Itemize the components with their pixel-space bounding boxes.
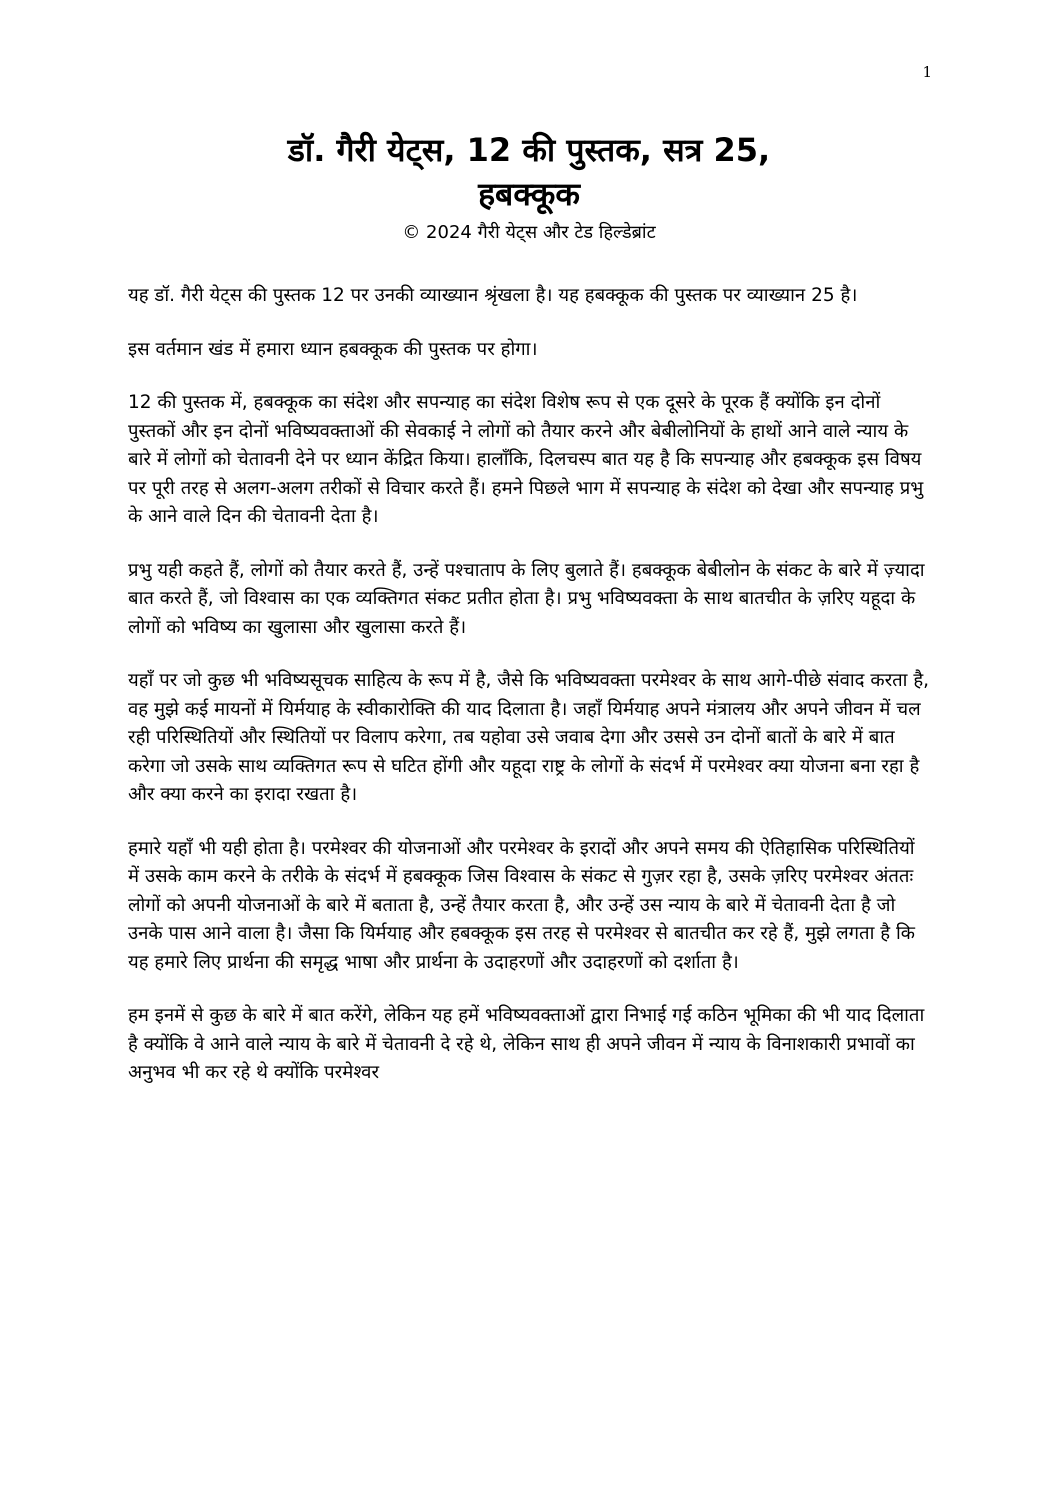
paragraph-1: यह डॉ. गैरी येट्स की पुस्तक 12 पर उनकी व्याख्यान श्रृंखला है। यह हबक्कूक की पुस्तक पर व्याख्यान 25 है। [128, 285, 858, 306]
paragraph-7: हम इनमें से कुछ के बारे में बात करेंगे, लेकिन यह हमें भविष्यवक्ताओं द्वारा निभाई गई कठिन भूमिका की भी याद दिलाता है क्योंकि वे आने वाले न्याय के बारे में चेतावनी दे रहे थे, लेकिन साथ ही अपने जीवन में न्याय के विनाशकारी प्रभावों का अनुभव भी कर रहे थे क्योंकि परमेश्वर [128, 1005, 925, 1083]
copyright-line: © 2024 गैरी येट्स और टेड हिल्डेब्रांट [402, 222, 656, 243]
paragraph-5: यहाँ पर जो कुछ भी भविष्यसूचक साहित्य के रूप में है, जैसे कि भविष्यवक्ता परमेश्वर के साथ आगे-पीछे संवाद करता है, वह मुझे कई मायनों में यिर्मयाह के स्वीकारोक्ति की याद दिलाता है। जहाँ यिर्मयाह अपने मंत्रालय और अपने जीवन में चल रही परिस्थितियों और स्थितियों पर विलाप करेगा, तब यहोवा उसे जवाब देगा और उससे उन दोनों बातों के बारे में बात करेगा जो उसके साथ व्यक्तिगत रूप से घटित होंगी और यहूदा राष्ट्र के लोगों के संदर्भ में परमेश्वर क्या योजना बना रहा है और क्या करने का इरादा रखता है। [128, 670, 930, 805]
title-line-1: डॉ. गैरी येट्स, 12 की पुस्तक, सत्र 25, [287, 131, 771, 169]
title-line-2: हबक्कूक [478, 175, 580, 213]
paragraph-6: हमारे यहाँ भी यही होता है। परमेश्वर की योजनाओं और परमेश्वर के इरादों और अपने समय की ऐतिहासिक परिस्थितियों में उसके काम करने के तरीके के संदर्भ में हबक्कूक जिस विश्वास के संकट से गुज़र रहा है, उसके ज़रिए परमेश्वर अंततः लोगों को अपनी योजनाओं के बारे में बताता है, उन्हें तैयार करता है, और उन्हें उस न्याय के बारे में चेतावनी देता है जो उनके पास आने वाला है। जैसा कि यिर्मयाह और हबक्कूक इस तरह से परमेश्वर से बातचीत कर रहे हैं, मुझे लगता है कि यह हमारे लिए प्रार्थना की समृद्ध भाषा और प्रार्थना के उदाहरणों और उदाहरणों को दर्शाता है। [128, 837, 915, 973]
document-header [128, 128, 930, 246]
paragraph-3: 12 की पुस्तक में, हबक्कूक का संदेश और सपन्याह का संदेश विशेष रूप से एक दूसरे के पूरक हैं क्योंकि इन दोनों पुस्तकों और इन दोनों भविष्यवक्ताओं की सेवकाई ने लोगों को तैयार करने और बेबीलोनियों के हाथों आने वाले न्याय के बारे में लोगों को चेतावनी देने पर ध्यान केंद्रित किया। हालाँकि, दिलचस्प बात यह है कि सपन्याह और हबक्कूक इस विषय पर पूरी तरह से अलग-अलग तरीकों से विचार करते हैं। हमने पिछले भाग में सपन्याह के संदेश को देखा और सपन्याह प्रभु के आने वाले दिन की चेतावनी देता है। [128, 392, 924, 527]
page-number: 1 [922, 63, 932, 81]
document-title [128, 128, 930, 216]
document-body [128, 282, 930, 1113]
paragraph-2: इस वर्तमान खंड में हमारा ध्यान हबक्कूक की पुस्तक पर होगा। [128, 338, 538, 360]
paragraph-4: प्रभु यही कहते हैं, लोगों को तैयार करते हैं, उन्हें पश्चाताप के लिए बुलाते हैं। हबक्कूक बेबीलोन के संकट के बारे में ज़्यादा बात करते हैं, जो विश्वास का एक व्यक्तिगत संकट प्रतीत होता है। प्रभु भविष्यवक्ता के साथ बातचीत के ज़रिए यहूदा के लोगों को भविष्य का खुलासा और खुलासा करते हैं। [128, 559, 925, 638]
